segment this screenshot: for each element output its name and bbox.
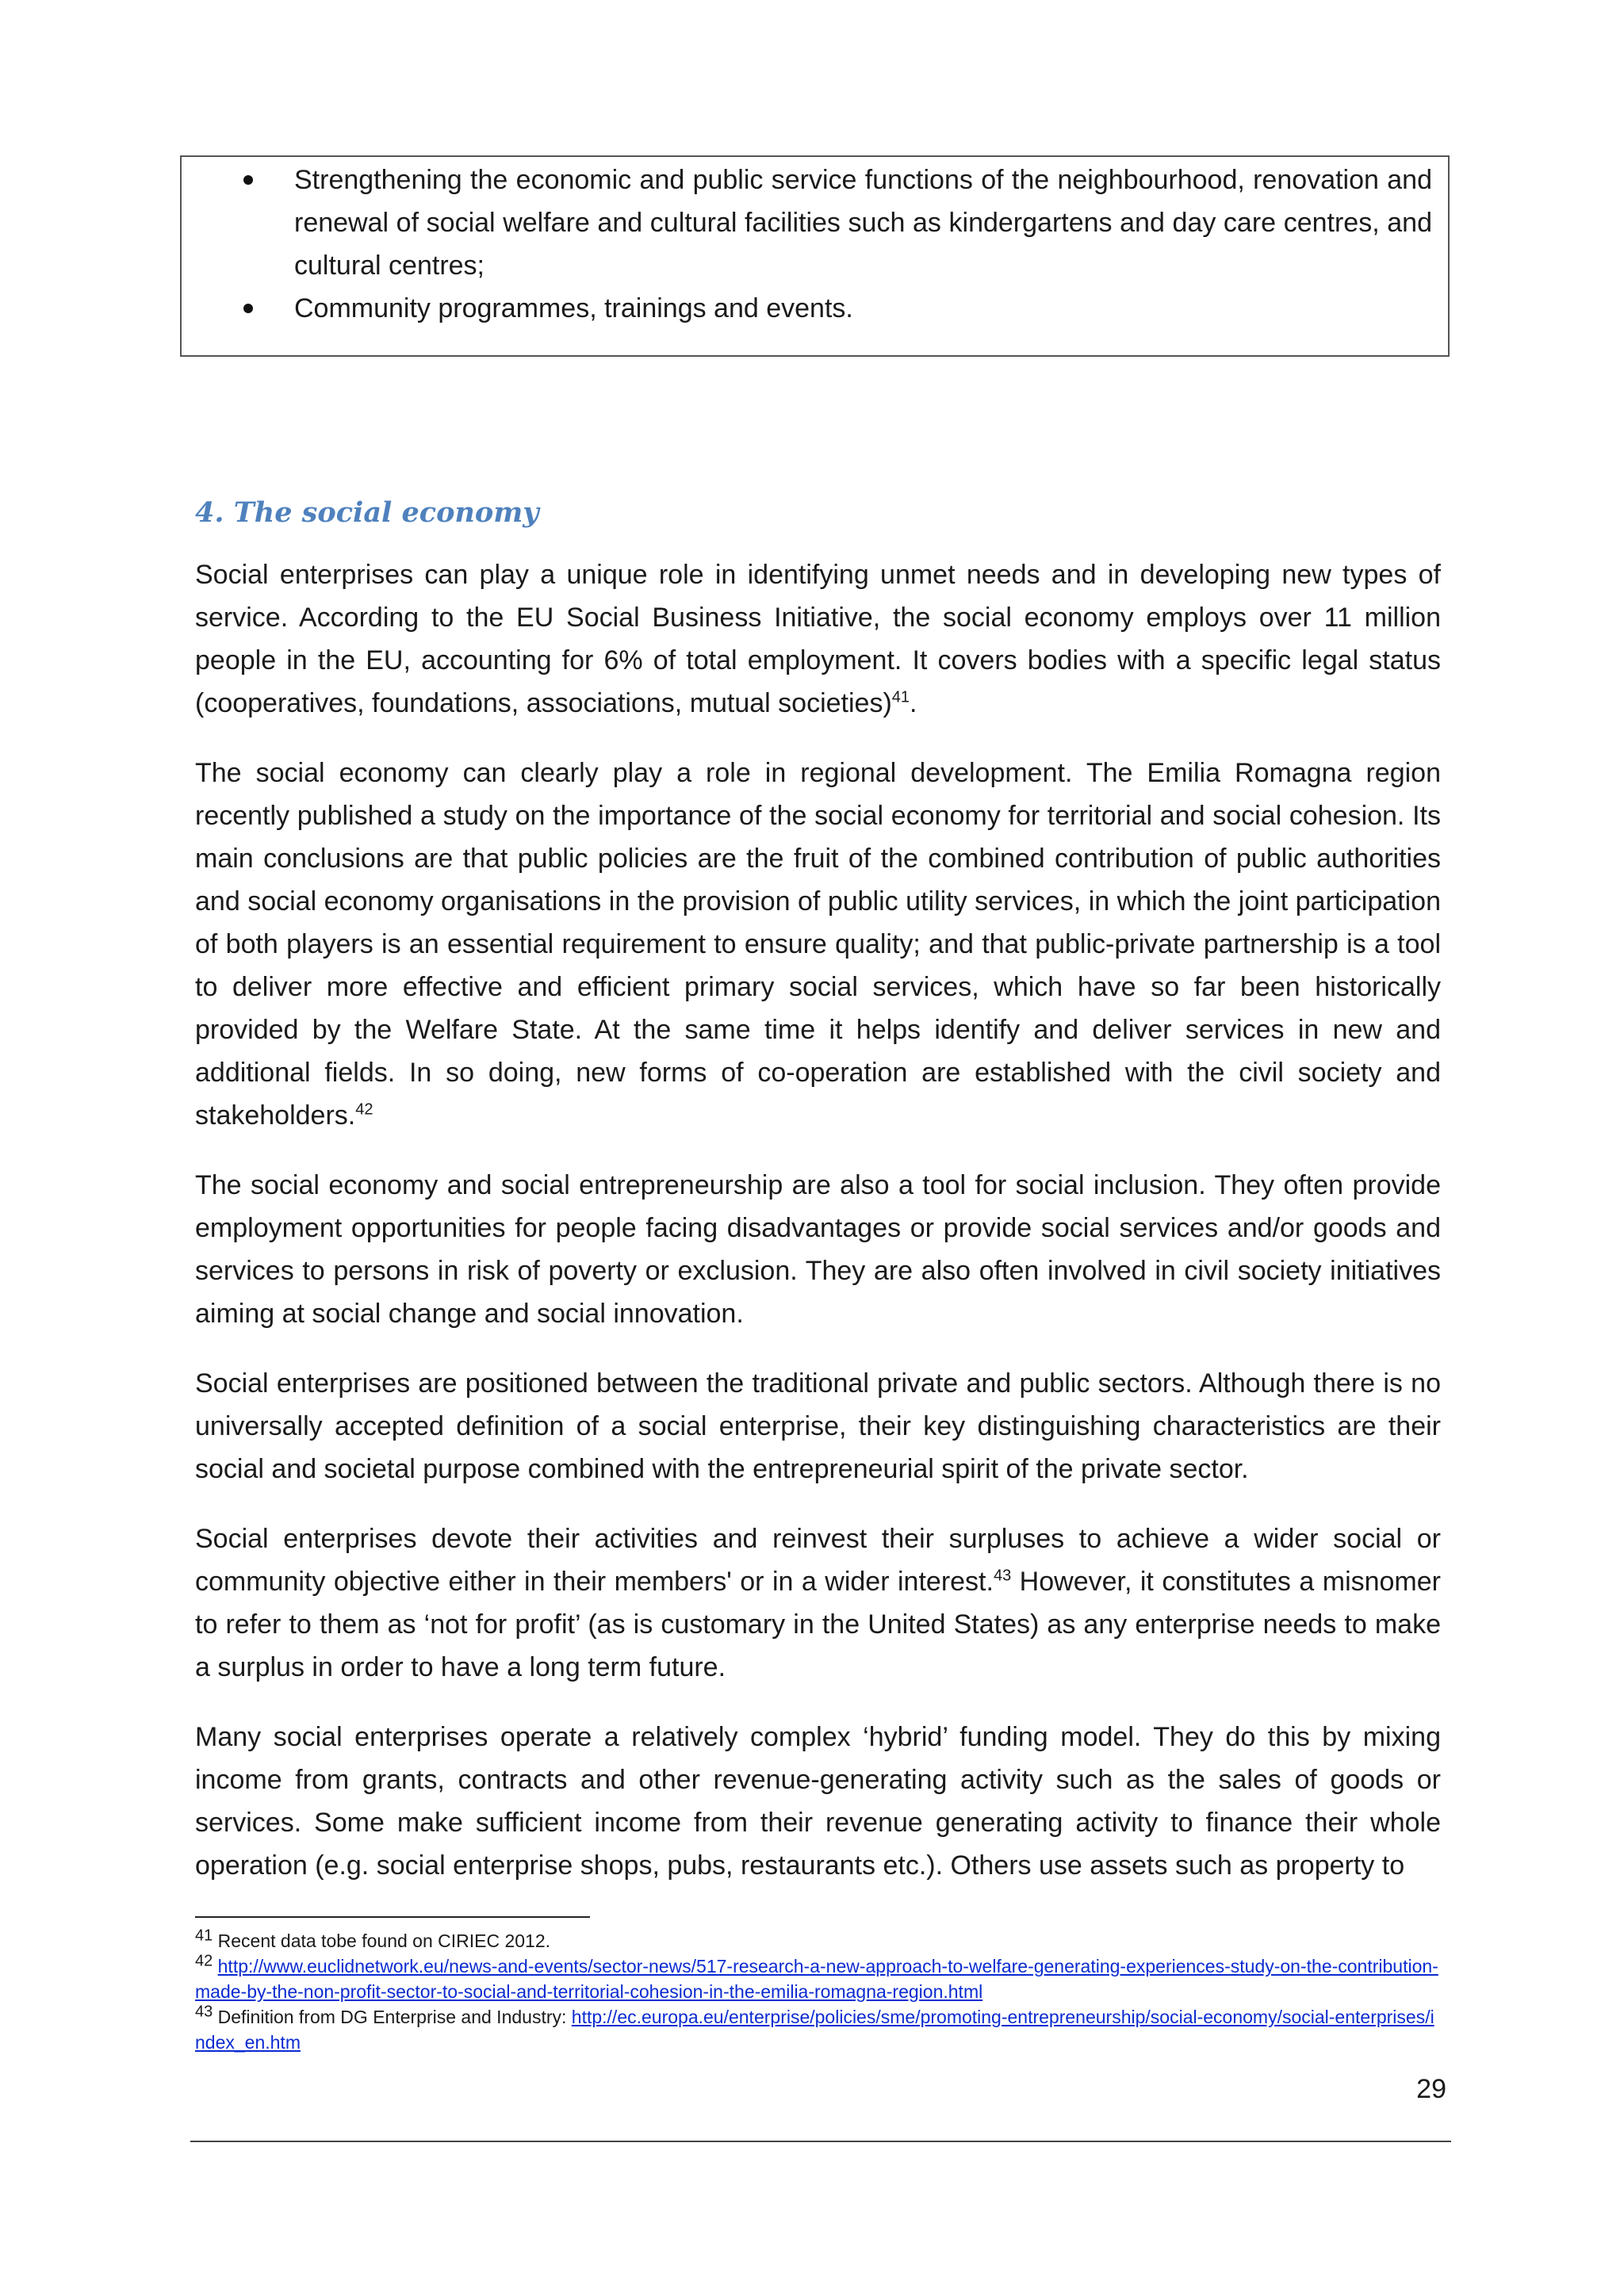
bullet-list [237, 159, 1432, 330]
paragraph-text: The social economy can clearly play a role in regional development. The Emilia Romagna region recently published a study on the importance of the social economy for territorial and social cohesion. Its main conclusions are that public policies are the fruit of the combined contribution of public authorities and social economy organisations in the provision of public utility services, in which the joint participation of both players is an essential requirement to ensure quality; and that public-private partnership is a tool to deliver more effective and efficient primary social services, which have so far been historically provided by the Welfare State. At the same time it helps identify and deliver services in new and additional fields. In so doing, new forms of co-operation are established with the civil society and stakeholders. [195, 758, 1441, 1131]
footnote-ref[interactable]: 42 [355, 1100, 373, 1119]
paragraph-text: . [910, 688, 917, 718]
paragraph: Social enterprises are positioned between the traditional private and public sectors. Although there is no universally accepted definition of a social enterprise, their key distinguishing characteristics are their social and societal purpose combined with the entrepreneurial spirit of the private sector. [195, 1368, 1441, 1484]
footnote-ref[interactable]: 43 [993, 1567, 1012, 1585]
footnote-text: Definition from DG Enterprise and Industry: [213, 2007, 572, 2027]
footnote [195, 1954, 1441, 2004]
bulleted-box [180, 155, 1450, 357]
list-item [237, 159, 1432, 287]
paragraph [195, 752, 1441, 1137]
list-item [237, 287, 1432, 330]
footnote-number: 42 [195, 1952, 213, 1970]
bullet-icon [243, 175, 253, 185]
paragraph: The social economy and social entrepreneurship are also a tool for social inclusion. They often provide employment opportunities for people facing disadvantages or provide social services and/or goods and services to persons in risk of poverty or exclusion. They are also often involved in civil society initiatives aiming at social change and social innovation. [195, 1170, 1441, 1329]
footnote-link[interactable]: http://ec.europa.eu/enterprise/policies/sme/promoting-entrepreneurship/social-economy/social-enterprises/index_en.htm [195, 2007, 1434, 2053]
footnote-number: 43 [195, 2003, 213, 2021]
paragraph-text: However, it constitutes a misnomer to refer to them as ‘not for profit’ (as is customary in the United States) as any enterprise needs to make a surplus in order to have a long term future. [195, 1567, 1441, 1682]
footnote [195, 1928, 1441, 1954]
footnote-link[interactable]: http://www.euclidnetwork.eu/news-and-events/sector-news/517-research-a-new-approach-to-welfare-generating-experiences-study-on-the-contribution-made-by-the-non-profit-sector-to-social-and-territorial-cohesion-in-the-emilia-romagna-region.html [195, 1956, 1438, 2002]
paragraph-text: Social enterprises devote their activities and reinvest their surpluses to achieve a wider social or community objective either in their members' or in a wider interest. [195, 1524, 1441, 1597]
footnote-separator [195, 1916, 590, 1918]
footnotes [195, 1928, 1441, 2055]
list-item-text: Strengthening the economic and public service functions of the neighbourhood, renovation and renewal of social welfare and cultural facilities such as kindergartens and day care centres, and cultural centres; [294, 165, 1432, 281]
page-number: 29 [1416, 2074, 1446, 2104]
footer-rule [190, 2141, 1451, 2142]
section-body [195, 553, 1441, 1914]
section-heading: 4. The social economy [195, 496, 539, 529]
paragraph: Many social enterprises operate a relatively complex ‘hybrid’ funding model. They do this by mixing income from grants, contracts and other revenue-generating activity such as the sales of goods or services. Some make sufficient income from their revenue generating activity to finance their whole operation (e.g. social enterprise shops, pubs, restaurants etc.). Others use assets such as property to [195, 1722, 1441, 1881]
paragraph-text: Social enterprises can play a unique role in identifying unmet needs and in developing new types of service. According to the EU Social Business Initiative, the social economy employs over 11 million people in the EU, accounting for 6% of total employment. It covers bodies with a specific legal status (cooperatives, foundations, associations, mutual societies) [195, 560, 1441, 718]
footnote-number: 41 [195, 1927, 213, 1945]
footnote [195, 2004, 1441, 2055]
list-item-text: Community programmes, trainings and events. [294, 293, 853, 323]
paragraph [195, 1517, 1441, 1689]
paragraph [195, 553, 1441, 725]
bullet-icon [243, 304, 253, 313]
footnote-ref[interactable]: 41 [891, 688, 910, 706]
footnote-text: Recent data tobe found on CIRIEC 2012. [213, 1931, 551, 1951]
